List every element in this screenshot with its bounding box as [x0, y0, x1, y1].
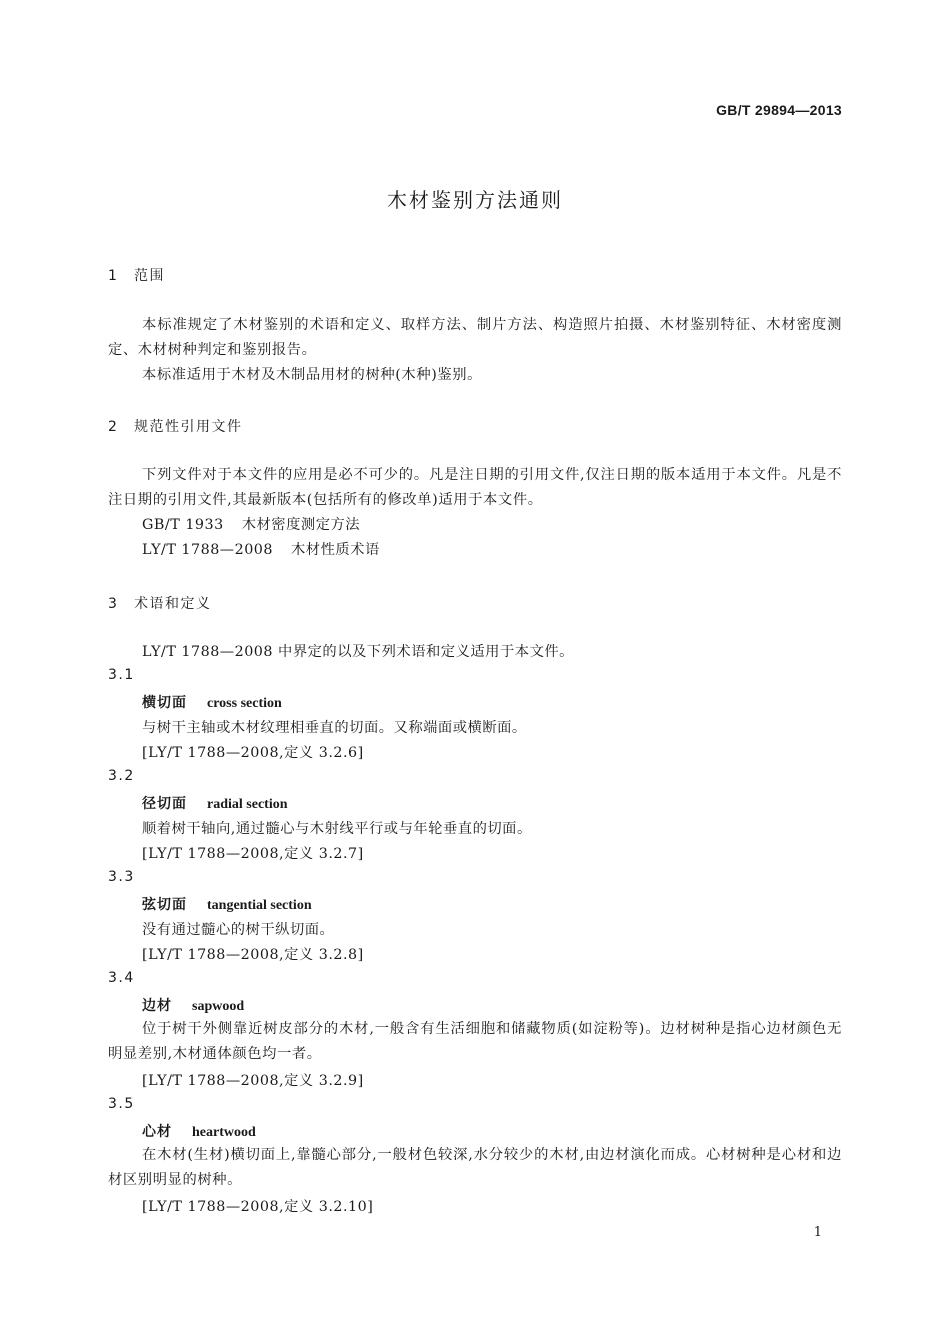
term-heading [142, 894, 312, 914]
term-zh: 边材 [142, 998, 172, 1014]
section-number: 1 [108, 268, 117, 284]
section-number: 2 [108, 419, 117, 435]
term-definition: 位于树干外侧靠近树皮部分的木材,一般含有生活细胞和储藏物质(如淀粉等)。边材树种是指心边材颜色无明显差别,木材通体颜色均一者。 [108, 1021, 842, 1062]
clause-number: 3.4 [108, 970, 135, 986]
term-source: [LY/T 1788—2008,定义 3.2.7] [142, 846, 364, 862]
term-zh: 心材 [142, 1124, 172, 1140]
term-en: cross section [207, 696, 282, 711]
term-definition: 顺着树干轴向,通过髓心与木射线平行或与年轮垂直的切面。 [142, 821, 532, 837]
term-zh: 弦切面 [142, 897, 187, 913]
section-title: 范围 [134, 268, 165, 284]
term-zh: 横切面 [142, 695, 187, 711]
term-source: [LY/T 1788—2008,定义 3.2.10] [142, 1199, 374, 1215]
term-source: [LY/T 1788—2008,定义 3.2.6] [142, 745, 364, 761]
term-heading [142, 692, 282, 712]
section-title: 术语和定义 [134, 596, 212, 612]
section-title: 规范性引用文件 [134, 419, 243, 435]
term-heading [142, 995, 244, 1015]
term-definition: 与树干主轴或木材纹理相垂直的切面。又称端面或横断面。 [142, 720, 527, 736]
term-en: heartwood [192, 1125, 256, 1140]
reference-title: 木材性质术语 [290, 542, 380, 558]
reference-title: 木材密度测定方法 [241, 517, 361, 533]
clause-number: 3.1 [108, 667, 135, 683]
terms-intro: LY/T 1788—2008 中界定的以及下列术语和定义适用于本文件。 [142, 644, 574, 660]
standard-number: GB/T 29894—2013 [716, 102, 842, 118]
term-en: sapwood [192, 999, 245, 1014]
term-en: tangential section [207, 898, 312, 913]
page-number: 1 [813, 1225, 822, 1240]
reference-code: GB/T 1933 [142, 517, 224, 533]
clause-number: 3.2 [108, 768, 135, 784]
term-zh: 径切面 [142, 796, 187, 812]
page-title: 木材鉴别方法通则 [387, 188, 563, 212]
term-source: [LY/T 1788—2008,定义 3.2.8] [142, 947, 364, 963]
reference-code: LY/T 1788—2008 [142, 542, 273, 558]
term-en: radial section [207, 797, 288, 812]
section-number: 3 [108, 596, 117, 612]
clause-number: 3.5 [108, 1096, 135, 1112]
scope-paragraph-2: 本标准适用于木材及木制品用材的树种(木种)鉴别。 [142, 367, 483, 383]
section-heading-normative-references [108, 416, 243, 436]
term-definition: 在木材(生材)横切面上,靠髓心部分,一般材色较深,水分较少的木材,由边材演化而成。心材树种是心材和边材区别明显的树种。 [108, 1147, 842, 1188]
reference-item [142, 514, 360, 534]
term-heading [142, 793, 288, 813]
section-heading-terms [108, 593, 212, 613]
references-paragraph: 下列文件对于本文件的应用是必不可少的。凡是注日期的引用文件,仅注日期的版本适用于本文件。凡是不注日期的引用文件,其最新版本(包括所有的修改单)适用于本文件。 [108, 467, 842, 508]
term-source: [LY/T 1788—2008,定义 3.2.9] [142, 1073, 364, 1089]
scope-paragraph-1: 本标准规定了木材鉴别的术语和定义、取样方法、制片方法、构造照片拍摄、木材鉴别特征、木材密度测定、木材树种判定和鉴别报告。 [108, 317, 842, 358]
reference-item [142, 539, 380, 559]
term-heading [142, 1121, 256, 1141]
section-heading-scope [108, 265, 165, 285]
term-definition: 没有通过髓心的树干纵切面。 [142, 922, 335, 938]
clause-number: 3.3 [108, 869, 135, 885]
